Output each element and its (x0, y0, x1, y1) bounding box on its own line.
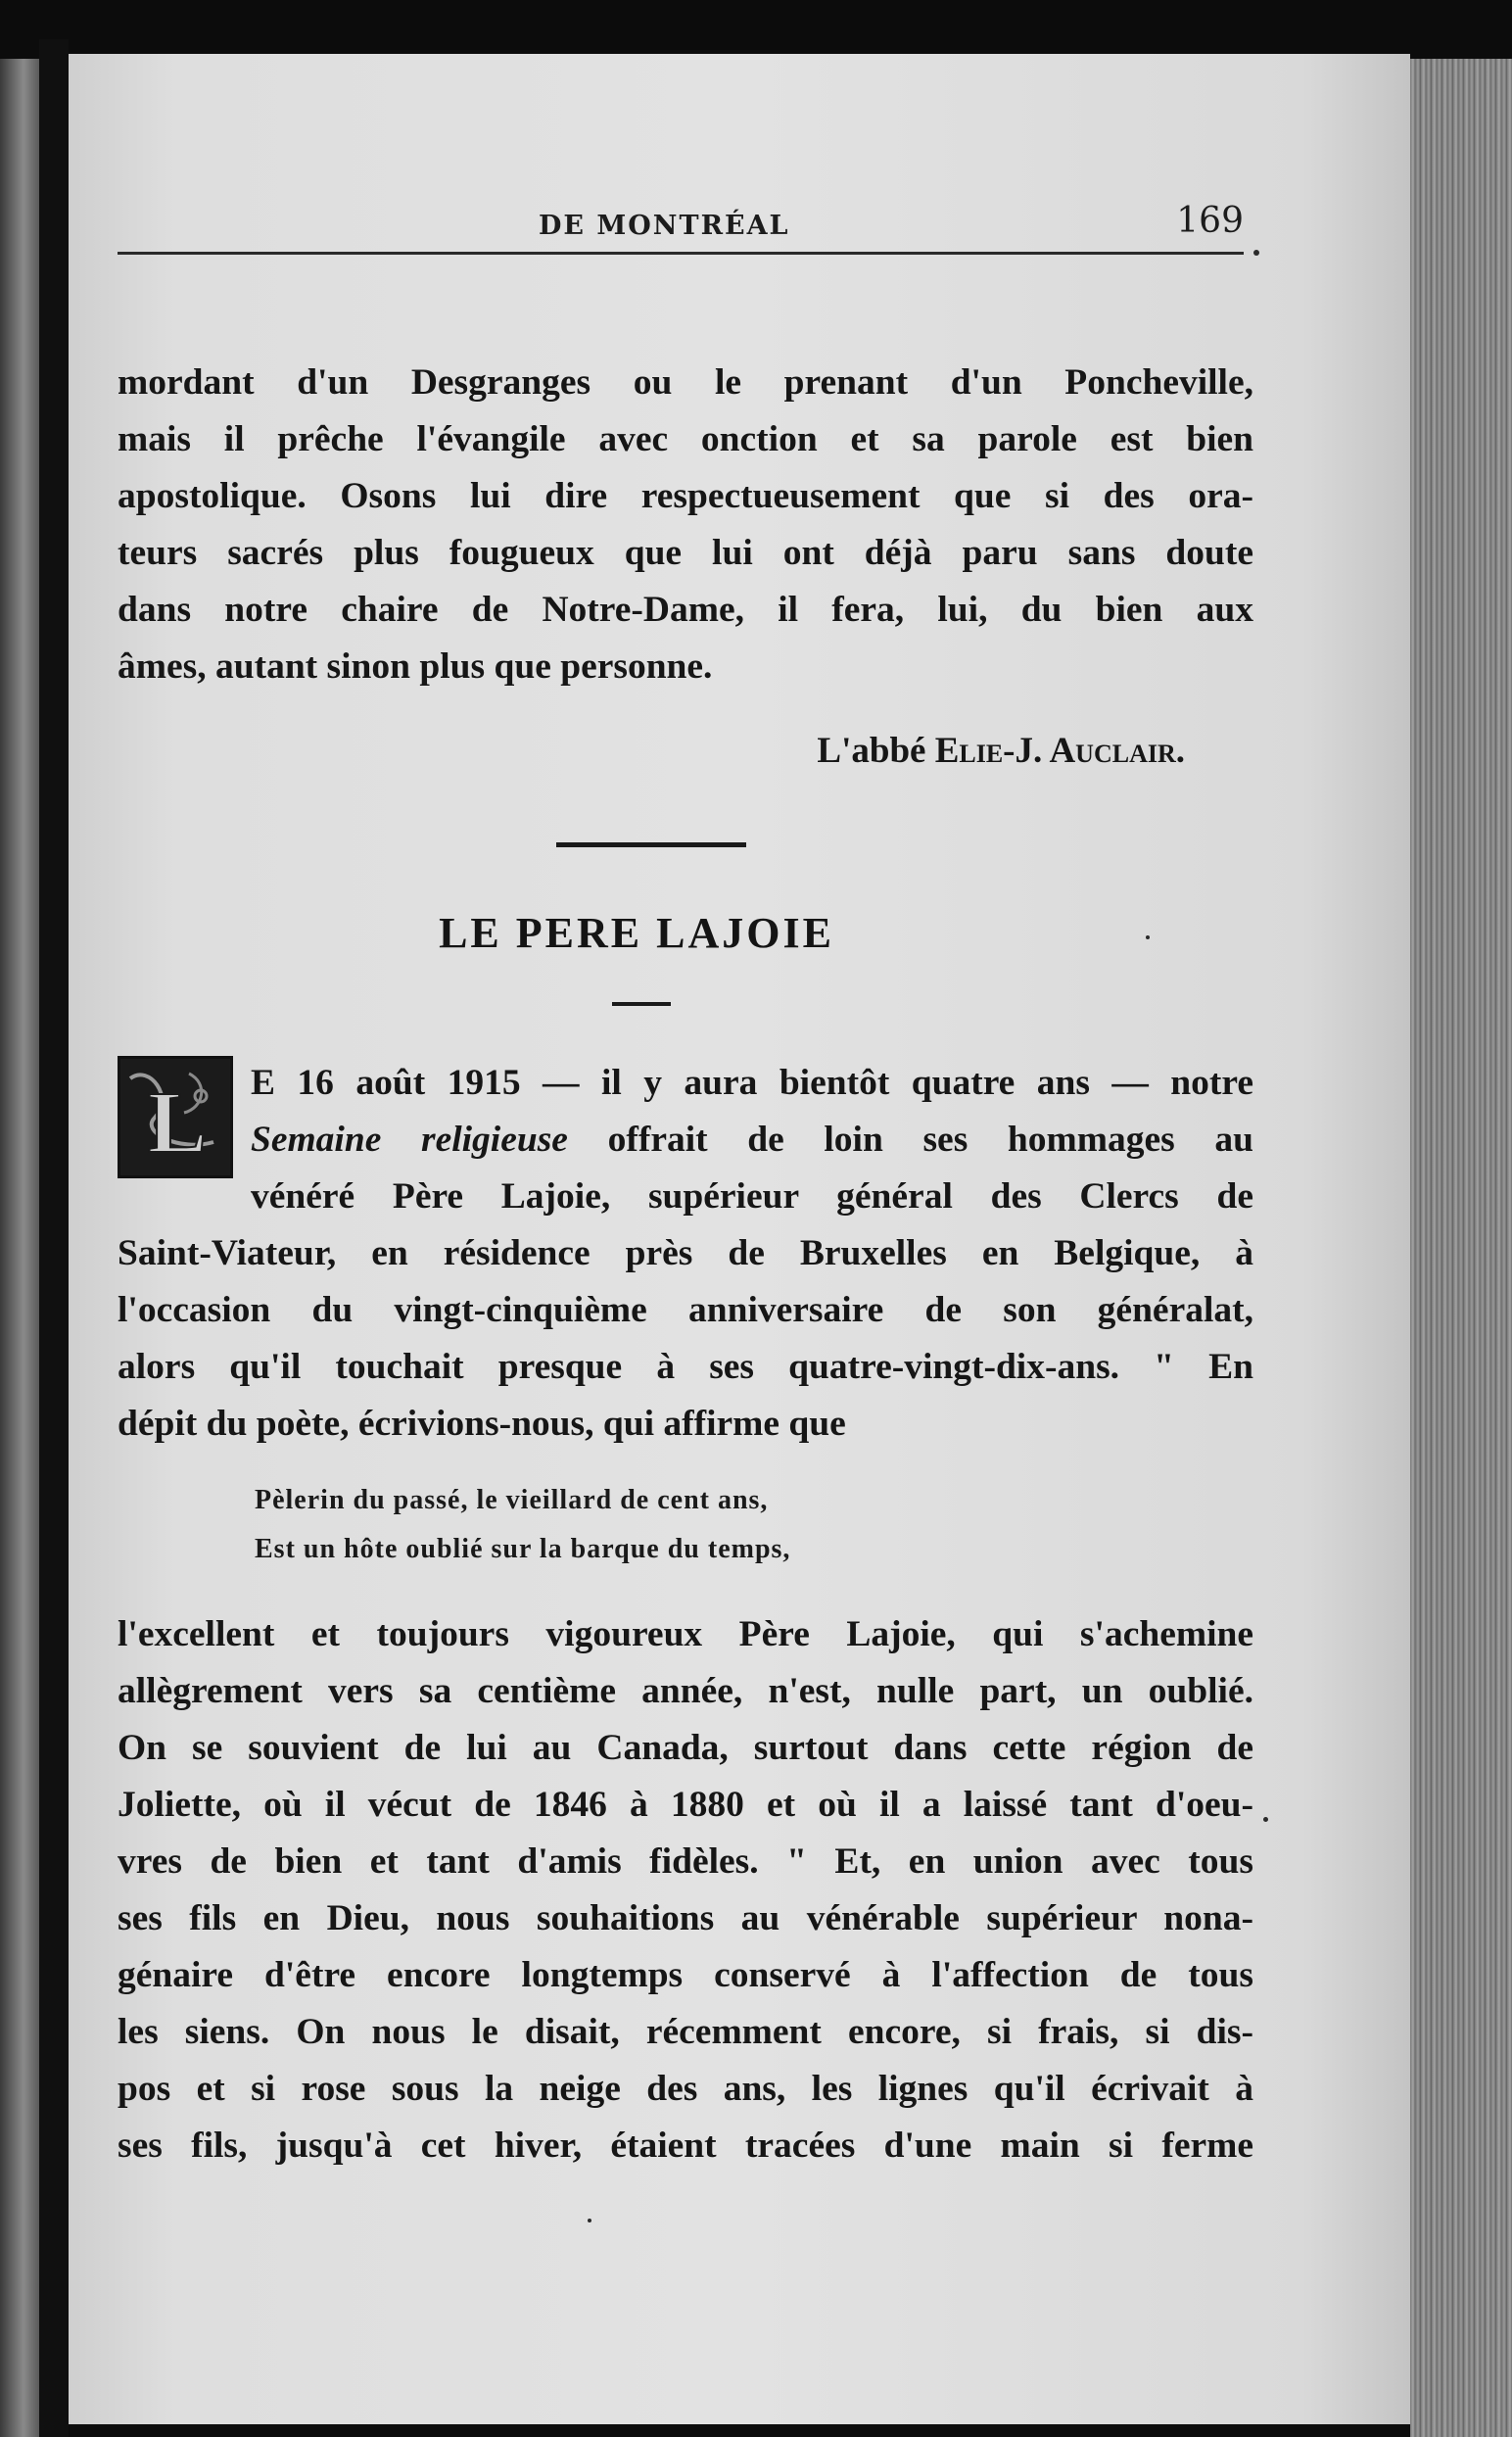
dropcap-letter: L (148, 1075, 208, 1171)
paper-speck (1253, 250, 1259, 256)
text-line: vénéré Père Lajoie, supérieur général des Clercs de (251, 1176, 1253, 1217)
text-line: âmes, autant sinon plus que personne. (118, 646, 713, 687)
text-line (118, 1112, 1253, 1169)
text-line: ses fils en Dieu, nous souhaitions au vénérable supérieur nona- (118, 1898, 1253, 1938)
signature-prefix: L'abbé (817, 731, 935, 771)
title-underline (612, 1002, 671, 1006)
text-line-rest: offrait de loin ses hommages au (567, 1120, 1253, 1160)
text-line: teurs sacrés plus fougueux que lui ont déjà paru sans doute (118, 533, 1253, 573)
paragraph-3 (118, 1606, 1253, 2174)
text-line: Saint-Viateur, en résidence près de Bruxelles en Belgique, à (118, 1233, 1253, 1273)
text-line: Joliette, où il vécut de 1846 à 1880 et où il a laissé tant d'oeu- (118, 1785, 1253, 1825)
text-line: E 16 août 1915 — il y aura bientôt quatre ans — notre (251, 1063, 1253, 1103)
running-head (118, 191, 1263, 269)
page-169 (69, 54, 1410, 2424)
text-line: On se souvient de lui au Canada, surtout dans cette région de (118, 1728, 1253, 1768)
paper-speck (1263, 1817, 1268, 1822)
text-line: vres de bien et tant d'amis fidèles. " Et, en union avec tous (118, 1841, 1253, 1882)
verse-quotation (255, 1476, 790, 1574)
section-separator (556, 842, 746, 847)
text-line: alors qu'il touchait presque à ses quatre-vingt-dix-ans. " En (118, 1347, 1253, 1387)
facing-page-edge (0, 59, 39, 2437)
text-line: l'occasion du vingt-cinquième anniversaire de son généralat, (118, 1290, 1253, 1330)
verse-line: Est un hôte oublié sur la barque du temps, (255, 1534, 791, 1564)
signature-name: Elie-J. Auclair. (934, 731, 1185, 771)
verse-line: Pèlerin du passé, le vieillard de cent ans, (255, 1485, 769, 1515)
header-rule (118, 252, 1244, 255)
page-stack-edges (1410, 59, 1512, 2437)
text-line: l'excellent et toujours vigoureux Père Lajoie, qui s'achemine (118, 1614, 1253, 1654)
text-line: pos et si rose sous la neige des ans, les lignes qu'il écrivait à (118, 2069, 1253, 2109)
running-title: DE MONTRÉAL (539, 211, 790, 241)
text-line: dans notre chaire de Notre-Dame, il fera, lui, du bien aux (118, 590, 1253, 630)
paragraph-1 (118, 355, 1253, 695)
paragraph-2 (118, 1055, 1253, 1453)
text-line: dépit du poète, écrivions-nous, qui affirme que (118, 1404, 846, 1444)
text-line: mordant d'un Desgranges ou le prenant d'un Poncheville, (118, 362, 1253, 403)
text-line: génaire d'être encore longtemps conservé à l'affection de tous (118, 1955, 1253, 1995)
section-title: LE PERE LAJOIE (439, 909, 834, 957)
text-line: mais il prêche l'évangile avec onction et sa parole est bien (118, 419, 1253, 459)
text-line: apostolique. Osons lui dire respectueusement que si des ora- (118, 476, 1253, 516)
book-gutter (39, 39, 69, 2437)
text-line: les siens. On nous le disait, récemment encore, si frais, si dis- (118, 2012, 1253, 2052)
text-line: allègrement vers sa centième année, n'est, nulle part, un oublié. (118, 1671, 1253, 1711)
text-line: ses fils, jusqu'à cet hiver, étaient tracées d'une main si ferme (118, 2126, 1253, 2166)
author-signature (817, 730, 1185, 772)
page-number: 169 (1176, 201, 1244, 241)
italic-title: Semaine religieuse (251, 1120, 568, 1160)
paper-speck (588, 2219, 591, 2222)
paper-speck (1146, 935, 1150, 939)
